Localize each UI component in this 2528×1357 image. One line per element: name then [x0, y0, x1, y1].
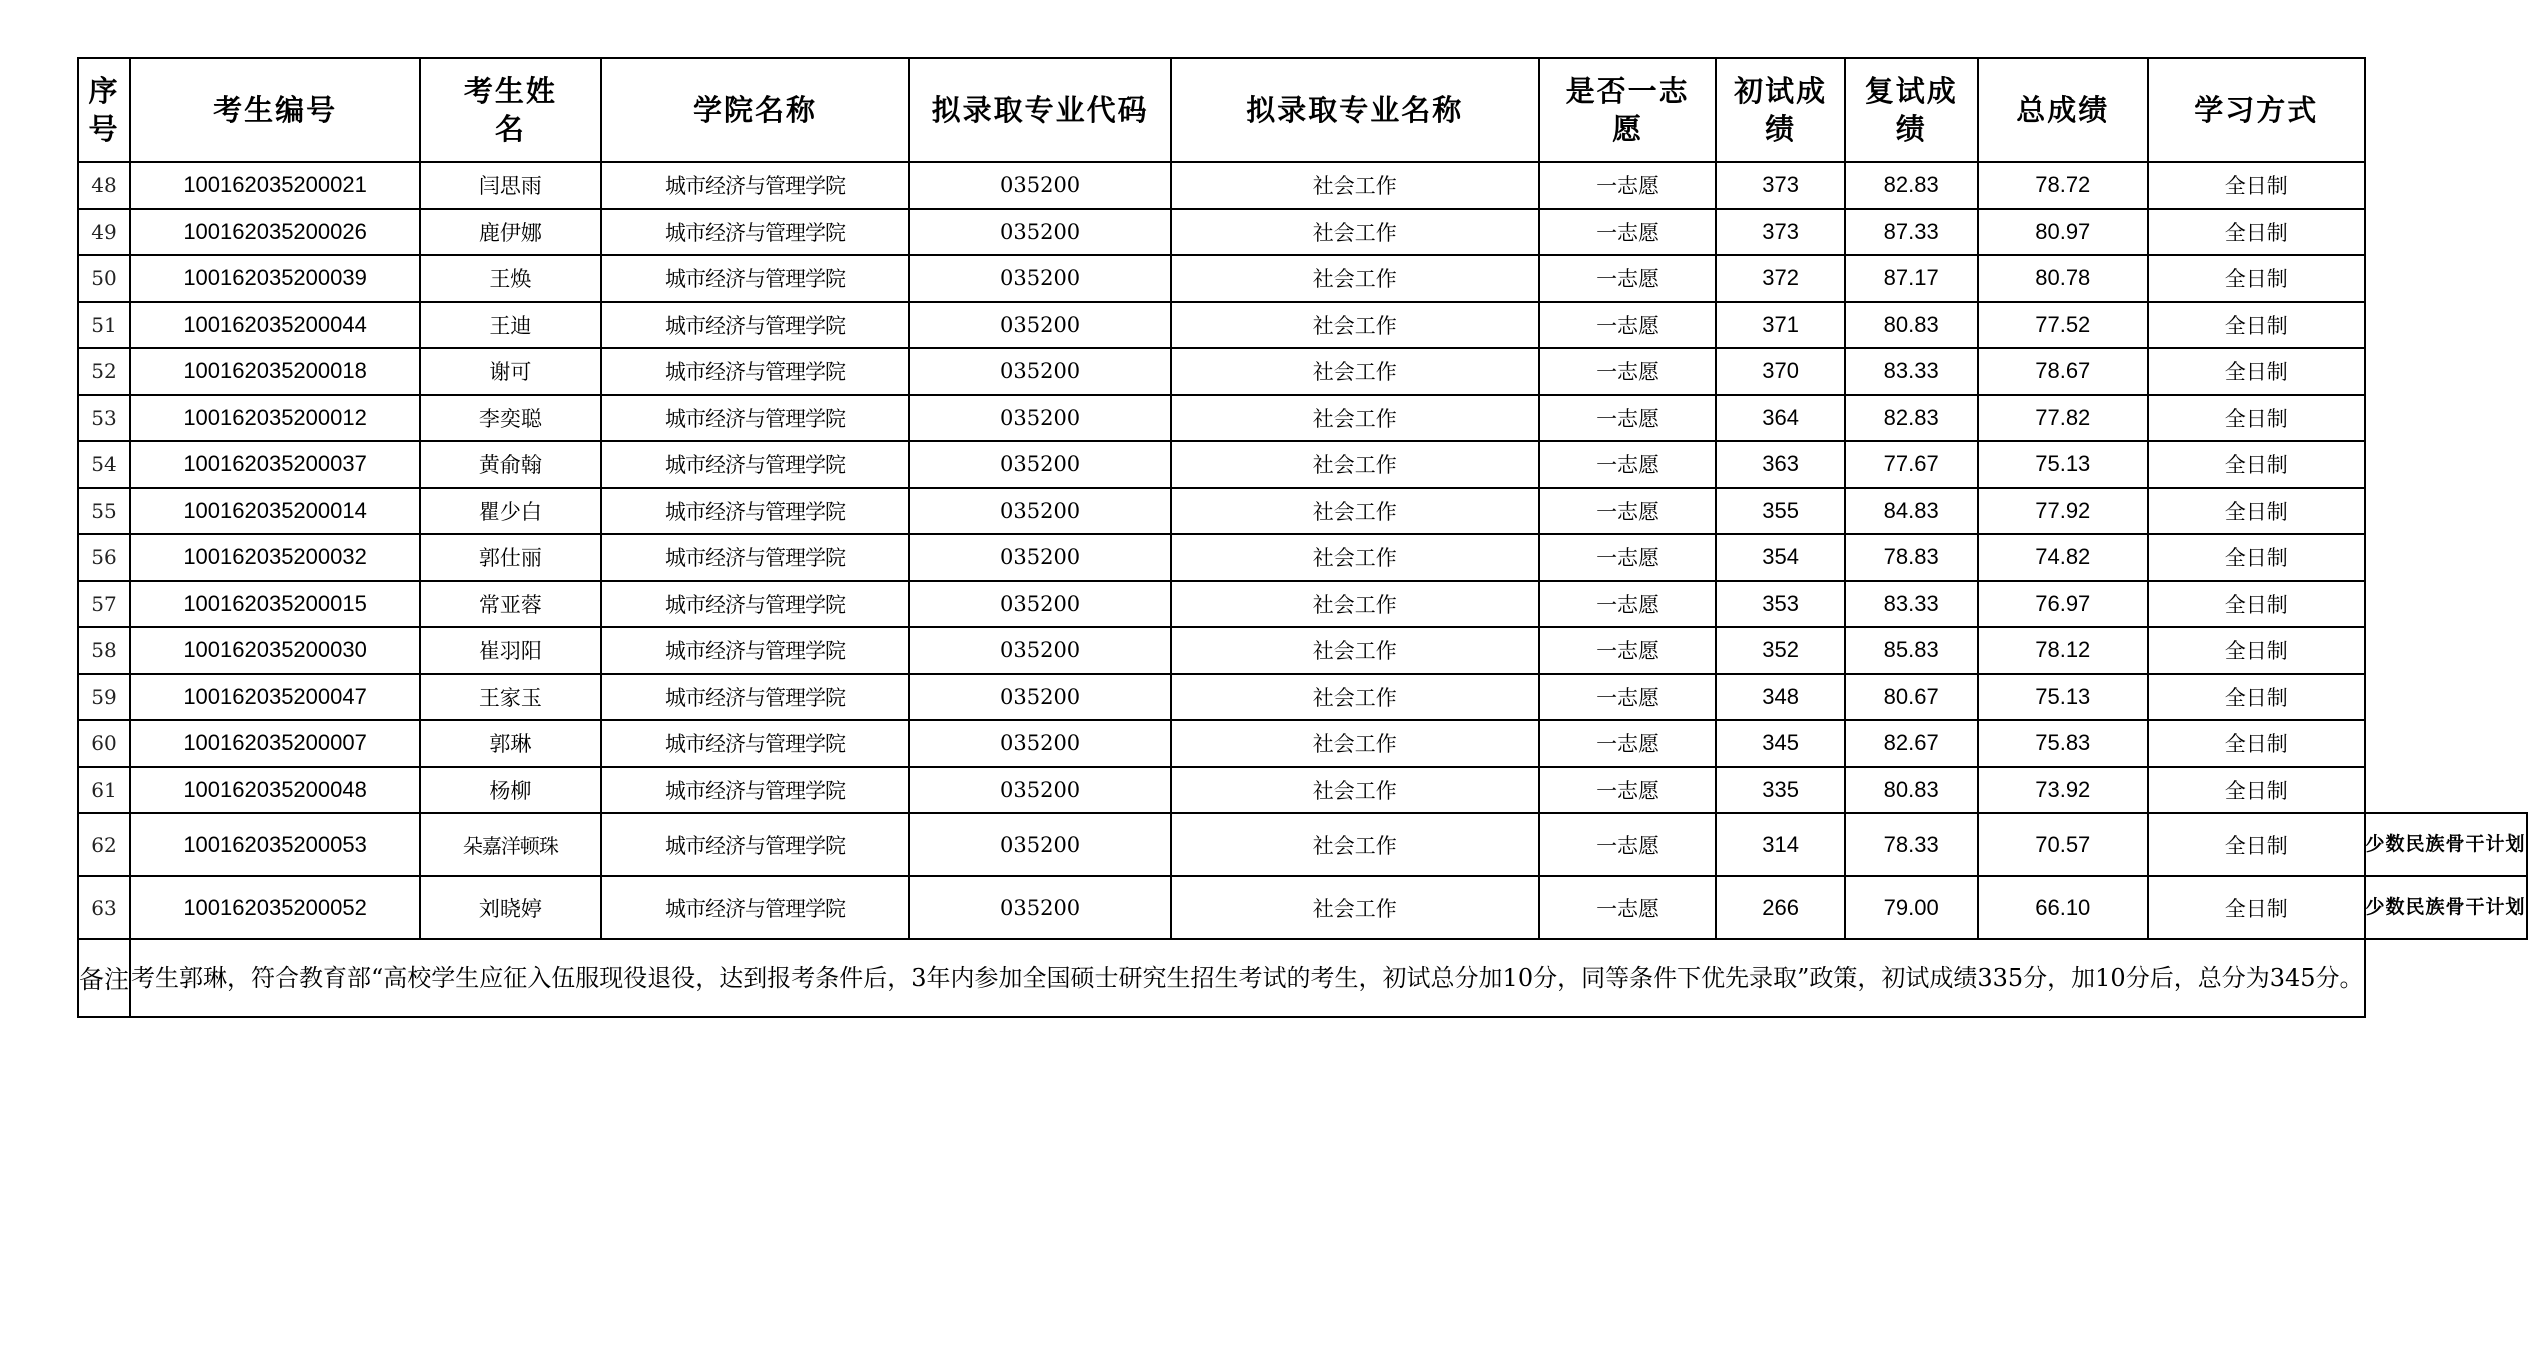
cell-prelim-score: 370: [1716, 348, 1844, 395]
table-row: [78, 441, 2527, 488]
cell-no: 57: [78, 581, 130, 628]
cell-exam-id: 100162035200048: [130, 767, 420, 814]
remark-text: 考生郭琳，符合教育部“高校学生应征入伍服现役退役，达到报考条件后，3年内参加全国硕士研究生招生考试的考生，初试总分加10分，同等条件下优先录取”政策，初试成绩335分，加10分后，总分为345分。: [130, 939, 2365, 1017]
cell-first-choice: 一志愿: [1539, 534, 1717, 581]
cell-major-code: 035200: [909, 255, 1170, 302]
cell-name: 郭琳: [420, 720, 600, 767]
table-row: [78, 813, 2527, 876]
table-row: [78, 162, 2527, 209]
cell-study-mode: 全日制: [2148, 534, 2365, 581]
table-row: [78, 302, 2527, 349]
cell-retest-score: 82.67: [1845, 720, 1978, 767]
cell-college: 城市经济与管理学院: [601, 720, 910, 767]
cell-note-spacer: [2365, 581, 2527, 628]
cell-major-name: 社会工作: [1171, 627, 1539, 674]
table-row: [78, 674, 2527, 721]
cell-college: 城市经济与管理学院: [601, 302, 910, 349]
header-prelim-score: 初试成绩: [1716, 58, 1844, 162]
cell-major-name: 社会工作: [1171, 488, 1539, 535]
cell-study-mode: 全日制: [2148, 302, 2365, 349]
cell-major-name: 社会工作: [1171, 348, 1539, 395]
cell-exam-id: 100162035200030: [130, 627, 420, 674]
cell-no: 62: [78, 813, 130, 876]
cell-exam-id: 100162035200047: [130, 674, 420, 721]
cell-exam-id: 100162035200018: [130, 348, 420, 395]
cell-major-name: 社会工作: [1171, 581, 1539, 628]
cell-total-score: 78.72: [1978, 162, 2148, 209]
cell-prelim-score: 354: [1716, 534, 1844, 581]
cell-study-mode: 全日制: [2148, 581, 2365, 628]
cell-retest-score: 84.83: [1845, 488, 1978, 535]
cell-name: 王迪: [420, 302, 600, 349]
cell-college: 城市经济与管理学院: [601, 674, 910, 721]
cell-note-spacer: [2365, 255, 2527, 302]
cell-note-spacer: [2365, 720, 2527, 767]
cell-name: 黄俞翰: [420, 441, 600, 488]
cell-major-code: 035200: [909, 813, 1170, 876]
cell-prelim-score: 352: [1716, 627, 1844, 674]
table-header-row: [78, 58, 2527, 162]
cell-college: 城市经济与管理学院: [601, 581, 910, 628]
cell-exam-id: 100162035200053: [130, 813, 420, 876]
header-no: 序号: [78, 58, 130, 162]
table-row: [78, 488, 2527, 535]
cell-name: 李奕聪: [420, 395, 600, 442]
cell-major-code: 035200: [909, 441, 1170, 488]
cell-note-spacer: [2365, 674, 2527, 721]
remark-row: [78, 939, 2527, 1017]
cell-no: 56: [78, 534, 130, 581]
cell-prelim-score: 372: [1716, 255, 1844, 302]
cell-college: 城市经济与管理学院: [601, 876, 910, 939]
cell-prelim-score: 364: [1716, 395, 1844, 442]
cell-major-code: 035200: [909, 488, 1170, 535]
cell-name: 常亚蓉: [420, 581, 600, 628]
cell-first-choice: 一志愿: [1539, 488, 1717, 535]
cell-first-choice: 一志愿: [1539, 627, 1717, 674]
cell-no: 54: [78, 441, 130, 488]
cell-first-choice: 一志愿: [1539, 162, 1717, 209]
cell-first-choice: 一志愿: [1539, 255, 1717, 302]
cell-exam-id: 100162035200021: [130, 162, 420, 209]
cell-major-name: 社会工作: [1171, 674, 1539, 721]
cell-exam-id: 100162035200012: [130, 395, 420, 442]
cell-major-code: 035200: [909, 627, 1170, 674]
cell-prelim-score: 314: [1716, 813, 1844, 876]
cell-total-score: 73.92: [1978, 767, 2148, 814]
cell-name: 朵嘉洋顿珠: [420, 813, 600, 876]
cell-prelim-score: 353: [1716, 581, 1844, 628]
cell-total-score: 70.57: [1978, 813, 2148, 876]
cell-major-code: 035200: [909, 674, 1170, 721]
cell-note-spacer: [2365, 162, 2527, 209]
cell-college: 城市经济与管理学院: [601, 767, 910, 814]
cell-note-spacer: [2365, 767, 2527, 814]
cell-study-mode: 全日制: [2148, 255, 2365, 302]
cell-prelim-score: 335: [1716, 767, 1844, 814]
header-exam-id: 考生编号: [130, 58, 420, 162]
cell-major-name: 社会工作: [1171, 209, 1539, 256]
cell-note-spacer: [2365, 627, 2527, 674]
cell-college: 城市经济与管理学院: [601, 627, 910, 674]
cell-total-score: 75.13: [1978, 441, 2148, 488]
cell-study-mode: 全日制: [2148, 720, 2365, 767]
header-total-score: 总成绩: [1978, 58, 2148, 162]
cell-major-name: 社会工作: [1171, 441, 1539, 488]
cell-major-name: 社会工作: [1171, 876, 1539, 939]
cell-major-code: 035200: [909, 162, 1170, 209]
header-first-choice: 是否一志愿: [1539, 58, 1717, 162]
cell-first-choice: 一志愿: [1539, 302, 1717, 349]
cell-first-choice: 一志愿: [1539, 441, 1717, 488]
cell-retest-score: 79.00: [1845, 876, 1978, 939]
table-row: [78, 581, 2527, 628]
table-row: [78, 876, 2527, 939]
cell-major-code: 035200: [909, 581, 1170, 628]
cell-no: 48: [78, 162, 130, 209]
cell-college: 城市经济与管理学院: [601, 395, 910, 442]
cell-study-mode: 全日制: [2148, 488, 2365, 535]
cell-note-spacer: [2365, 395, 2527, 442]
cell-major-name: 社会工作: [1171, 395, 1539, 442]
cell-first-choice: 一志愿: [1539, 876, 1717, 939]
cell-major-name: 社会工作: [1171, 255, 1539, 302]
cell-total-score: 75.13: [1978, 674, 2148, 721]
cell-first-choice: 一志愿: [1539, 395, 1717, 442]
cell-first-choice: 一志愿: [1539, 348, 1717, 395]
cell-study-mode: 全日制: [2148, 767, 2365, 814]
admission-table: [77, 57, 2528, 1018]
cell-prelim-score: 363: [1716, 441, 1844, 488]
cell-study-mode: 全日制: [2148, 162, 2365, 209]
header-study-mode: 学习方式: [2148, 58, 2365, 162]
admission-document: [77, 57, 2528, 1018]
cell-total-score: 77.92: [1978, 488, 2148, 535]
cell-total-score: 78.12: [1978, 627, 2148, 674]
table-row: [78, 209, 2527, 256]
table-row: [78, 767, 2527, 814]
cell-retest-score: 80.83: [1845, 302, 1978, 349]
cell-first-choice: 一志愿: [1539, 720, 1717, 767]
cell-total-score: 74.82: [1978, 534, 2148, 581]
cell-retest-score: 78.33: [1845, 813, 1978, 876]
cell-note-spacer: [2365, 488, 2527, 535]
cell-major-code: 035200: [909, 302, 1170, 349]
cell-exam-id: 100162035200015: [130, 581, 420, 628]
cell-name: 崔羽阳: [420, 627, 600, 674]
cell-college: 城市经济与管理学院: [601, 488, 910, 535]
remark-label: 备注: [78, 939, 130, 1017]
cell-major-code: 035200: [909, 534, 1170, 581]
cell-no: 55: [78, 488, 130, 535]
cell-no: 50: [78, 255, 130, 302]
cell-exam-id: 100162035200037: [130, 441, 420, 488]
cell-college: 城市经济与管理学院: [601, 813, 910, 876]
cell-total-score: 80.97: [1978, 209, 2148, 256]
cell-name: 刘晓婷: [420, 876, 600, 939]
cell-study-mode: 全日制: [2148, 627, 2365, 674]
cell-name: 王焕: [420, 255, 600, 302]
cell-study-mode: 全日制: [2148, 209, 2365, 256]
cell-name: 闫思雨: [420, 162, 600, 209]
cell-college: 城市经济与管理学院: [601, 255, 910, 302]
cell-first-choice: 一志愿: [1539, 209, 1717, 256]
cell-note-spacer: [2365, 348, 2527, 395]
cell-total-score: 66.10: [1978, 876, 2148, 939]
table-row: [78, 255, 2527, 302]
cell-total-score: 75.83: [1978, 720, 2148, 767]
cell-note-spacer: [2365, 441, 2527, 488]
cell-no: 63: [78, 876, 130, 939]
cell-major-name: 社会工作: [1171, 720, 1539, 767]
cell-study-mode: 全日制: [2148, 348, 2365, 395]
cell-name: 王家玉: [420, 674, 600, 721]
cell-retest-score: 80.83: [1845, 767, 1978, 814]
cell-prelim-score: 355: [1716, 488, 1844, 535]
header-name: 考生姓名: [420, 58, 600, 162]
cell-no: 52: [78, 348, 130, 395]
cell-prelim-score: 266: [1716, 876, 1844, 939]
remark-note-spacer: [2365, 939, 2527, 1017]
cell-name: 瞿少白: [420, 488, 600, 535]
header-retest-score: 复试成绩: [1845, 58, 1978, 162]
cell-first-choice: 一志愿: [1539, 581, 1717, 628]
cell-major-name: 社会工作: [1171, 767, 1539, 814]
cell-major-name: 社会工作: [1171, 302, 1539, 349]
cell-retest-score: 87.33: [1845, 209, 1978, 256]
cell-retest-score: 77.67: [1845, 441, 1978, 488]
cell-study-mode: 全日制: [2148, 876, 2365, 939]
table-row: [78, 627, 2527, 674]
cell-college: 城市经济与管理学院: [601, 441, 910, 488]
cell-no: 61: [78, 767, 130, 814]
cell-retest-score: 83.33: [1845, 581, 1978, 628]
cell-college: 城市经济与管理学院: [601, 162, 910, 209]
cell-major-code: 035200: [909, 720, 1170, 767]
cell-exam-id: 100162035200014: [130, 488, 420, 535]
cell-retest-score: 82.83: [1845, 395, 1978, 442]
header-college: 学院名称: [601, 58, 910, 162]
cell-retest-score: 83.33: [1845, 348, 1978, 395]
cell-exam-id: 100162035200007: [130, 720, 420, 767]
cell-exam-id: 100162035200044: [130, 302, 420, 349]
cell-retest-score: 85.83: [1845, 627, 1978, 674]
table-row: [78, 395, 2527, 442]
cell-total-score: 77.82: [1978, 395, 2148, 442]
cell-major-code: 035200: [909, 395, 1170, 442]
cell-exam-id: 100162035200052: [130, 876, 420, 939]
cell-major-code: 035200: [909, 209, 1170, 256]
cell-study-mode: 全日制: [2148, 441, 2365, 488]
cell-prelim-score: 348: [1716, 674, 1844, 721]
cell-major-code: 035200: [909, 876, 1170, 939]
table-row: [78, 534, 2527, 581]
cell-retest-score: 82.83: [1845, 162, 1978, 209]
cell-prelim-score: 345: [1716, 720, 1844, 767]
table-row: [78, 348, 2527, 395]
header-major-code: 拟录取专业代码: [909, 58, 1170, 162]
cell-college: 城市经济与管理学院: [601, 209, 910, 256]
cell-total-score: 80.78: [1978, 255, 2148, 302]
header-note-spacer: [2365, 58, 2527, 162]
cell-major-code: 035200: [909, 348, 1170, 395]
cell-major-name: 社会工作: [1171, 162, 1539, 209]
cell-no: 51: [78, 302, 130, 349]
cell-note: 少数民族骨干计划: [2365, 876, 2527, 939]
cell-prelim-score: 373: [1716, 209, 1844, 256]
cell-first-choice: 一志愿: [1539, 767, 1717, 814]
cell-note-spacer: [2365, 302, 2527, 349]
cell-no: 58: [78, 627, 130, 674]
cell-exam-id: 100162035200039: [130, 255, 420, 302]
cell-first-choice: 一志愿: [1539, 674, 1717, 721]
cell-retest-score: 87.17: [1845, 255, 1978, 302]
cell-study-mode: 全日制: [2148, 813, 2365, 876]
cell-major-name: 社会工作: [1171, 813, 1539, 876]
header-major-name: 拟录取专业名称: [1171, 58, 1539, 162]
table-body: [78, 162, 2527, 939]
cell-study-mode: 全日制: [2148, 674, 2365, 721]
cell-total-score: 78.67: [1978, 348, 2148, 395]
cell-note-spacer: [2365, 534, 2527, 581]
cell-no: 59: [78, 674, 130, 721]
cell-study-mode: 全日制: [2148, 395, 2365, 442]
cell-major-code: 035200: [909, 767, 1170, 814]
cell-no: 53: [78, 395, 130, 442]
cell-college: 城市经济与管理学院: [601, 534, 910, 581]
table-row: [78, 720, 2527, 767]
cell-retest-score: 78.83: [1845, 534, 1978, 581]
cell-name: 杨柳: [420, 767, 600, 814]
cell-first-choice: 一志愿: [1539, 813, 1717, 876]
cell-exam-id: 100162035200026: [130, 209, 420, 256]
cell-prelim-score: 373: [1716, 162, 1844, 209]
cell-name: 谢可: [420, 348, 600, 395]
cell-name: 鹿伊娜: [420, 209, 600, 256]
cell-name: 郭仕丽: [420, 534, 600, 581]
cell-note: 少数民族骨干计划: [2365, 813, 2527, 876]
cell-total-score: 77.52: [1978, 302, 2148, 349]
cell-college: 城市经济与管理学院: [601, 348, 910, 395]
cell-major-name: 社会工作: [1171, 534, 1539, 581]
cell-retest-score: 80.67: [1845, 674, 1978, 721]
cell-no: 49: [78, 209, 130, 256]
cell-note-spacer: [2365, 209, 2527, 256]
cell-no: 60: [78, 720, 130, 767]
cell-exam-id: 100162035200032: [130, 534, 420, 581]
cell-total-score: 76.97: [1978, 581, 2148, 628]
cell-prelim-score: 371: [1716, 302, 1844, 349]
